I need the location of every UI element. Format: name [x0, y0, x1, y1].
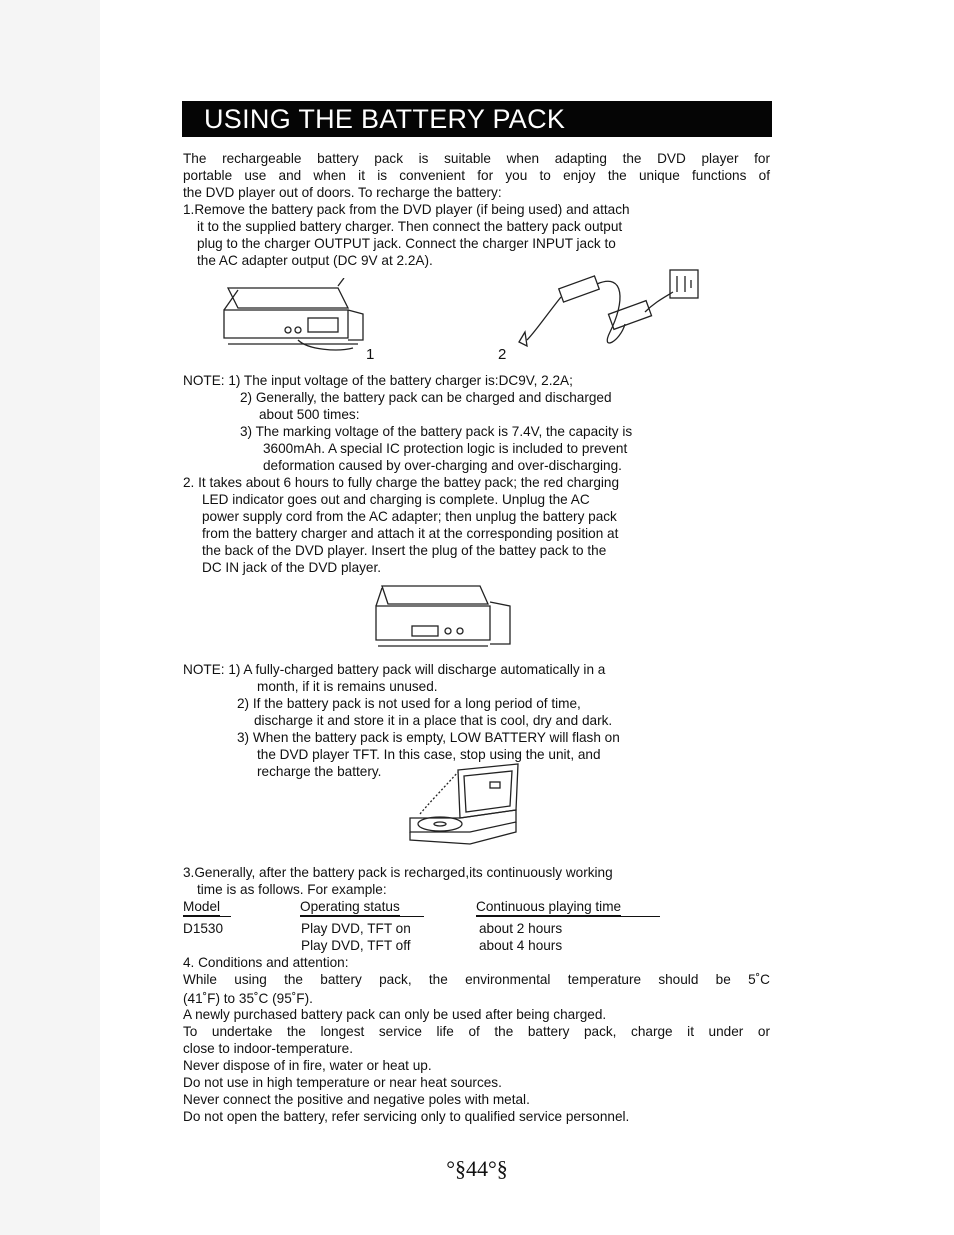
note2-line: recharge the battery. — [257, 764, 382, 779]
charger-adapter-illustration — [505, 262, 705, 362]
step4-line: Never dispose of in fire, water or heat up. — [183, 1058, 432, 1073]
table-header-model — [183, 898, 220, 915]
step4-line: Do not use in high temperature or near heat sources. — [183, 1075, 502, 1090]
table-rule — [300, 916, 424, 917]
page-number: °§44°§ — [446, 1156, 508, 1181]
figure-label-2: 2 — [498, 346, 507, 363]
step2-line: 2. It takes about 6 hours to fully charge the battey pack; the red charging — [183, 475, 620, 490]
table-header-status — [300, 898, 400, 915]
step4-heading: 4. Conditions and attention: — [183, 955, 349, 970]
note2-line: NOTE: 1) A fully-charged battery pack will discharge automatically in a — [183, 662, 606, 677]
note2-line: month, if it is remains unused. — [257, 679, 438, 694]
step2-line: DC IN jack of the DVD player. — [202, 560, 382, 575]
dvd-player-attached-battery-illustration — [368, 582, 518, 652]
note2-line: 2) If the battery pack is not used for a long period of time, — [237, 696, 581, 711]
step2-line: power supply cord from the AC adapter; then unplug the battery pack — [202, 509, 617, 524]
dvd-player-battery-illustration — [218, 278, 368, 358]
table-header-time — [476, 898, 621, 915]
table-cell-status: Play DVD, TFT on — [301, 921, 411, 936]
note1-line: 3600mAh. A special IC protection logic is included to prevent — [263, 441, 628, 456]
step2-line: LED indicator goes out and charging is complete. Unplug the AC — [202, 492, 590, 507]
step4-line: (41˚F) to 35˚C (95˚F). — [183, 991, 313, 1006]
note1-line: 3) The marking voltage of the battery pack is 7.4V, the capacity is — [240, 424, 633, 439]
note1-line: about 500 times: — [259, 407, 360, 422]
note1-line: NOTE: 1) The input voltage of the battery charger is:DC9V, 2.2A; — [183, 373, 573, 388]
table-cell-model: D1530 — [183, 921, 224, 936]
step3-line: time is as follows. For example: — [197, 882, 387, 897]
step3-line: 3.Generally, after the battery pack is recharged,its continuously working — [183, 865, 613, 880]
step1-line: 1.Remove the battery pack from the DVD player (if being used) and attach — [183, 202, 630, 217]
note2-line: discharge it and store it in a place that is cool, dry and dark. — [254, 713, 613, 728]
intro-line: The rechargeable battery pack is suitable when adapting the DVD player for — [183, 151, 770, 166]
step4-line: Never connect the positive and negative poles with metal. — [183, 1092, 530, 1107]
step2-line: from the battery charger and attach it at the corresponding position at — [202, 526, 619, 541]
step1-line: the AC adapter output (DC 9V at 2.2A). — [197, 253, 433, 268]
step4-line: While using the battery pack, the environmental temperature should be 5˚C — [183, 972, 770, 987]
note1-line: 2) Generally, the battery pack can be charged and discharged — [240, 390, 612, 405]
step4-line: A newly purchased battery pack can only be used after being charged. — [183, 1007, 607, 1022]
table-cell-time: about 2 hours — [479, 921, 563, 936]
step2-line: the back of the DVD player. Insert the plug of the battey pack to the — [202, 543, 607, 558]
figure-label-1: 1 — [366, 346, 375, 363]
step4-line: To undertake the longest service life of the battery pack, charge it under or — [183, 1024, 770, 1039]
table-cell-status: Play DVD, TFT off — [301, 938, 411, 953]
header-model-label: Model — [183, 899, 221, 914]
step4-line: close to indoor-temperature. — [183, 1041, 354, 1056]
step4-line: Do not open the battery, refer servicing only to qualified service personnel. — [183, 1109, 630, 1124]
header-time-label: Continuous playing time — [476, 899, 622, 914]
table-rule — [476, 916, 660, 917]
intro-line: the DVD player out of doors. To recharge the battery: — [183, 185, 502, 200]
step1-line: it to the supplied battery charger. Then connect the battery pack output — [197, 219, 623, 234]
intro-line: portable use and when it is convenient for you to enjoy the unique functions of — [183, 168, 770, 183]
note2-line: the DVD player TFT. In this case, stop using the unit, and — [257, 747, 601, 762]
note1-line: deformation caused by over-charging and over-discharging. — [263, 458, 622, 473]
open-dvd-player-illustration — [400, 762, 530, 850]
table-rule — [183, 916, 231, 917]
table-cell-time: about 4 hours — [479, 938, 563, 953]
section-title: USING THE BATTERY PACK — [182, 101, 772, 137]
note2-line: 3) When the battery pack is empty, LOW BATTERY will flash on — [237, 730, 620, 745]
header-status-label: Operating status — [300, 899, 400, 914]
step1-line: plug to the charger OUTPUT jack. Connect the charger INPUT jack to — [197, 236, 616, 251]
